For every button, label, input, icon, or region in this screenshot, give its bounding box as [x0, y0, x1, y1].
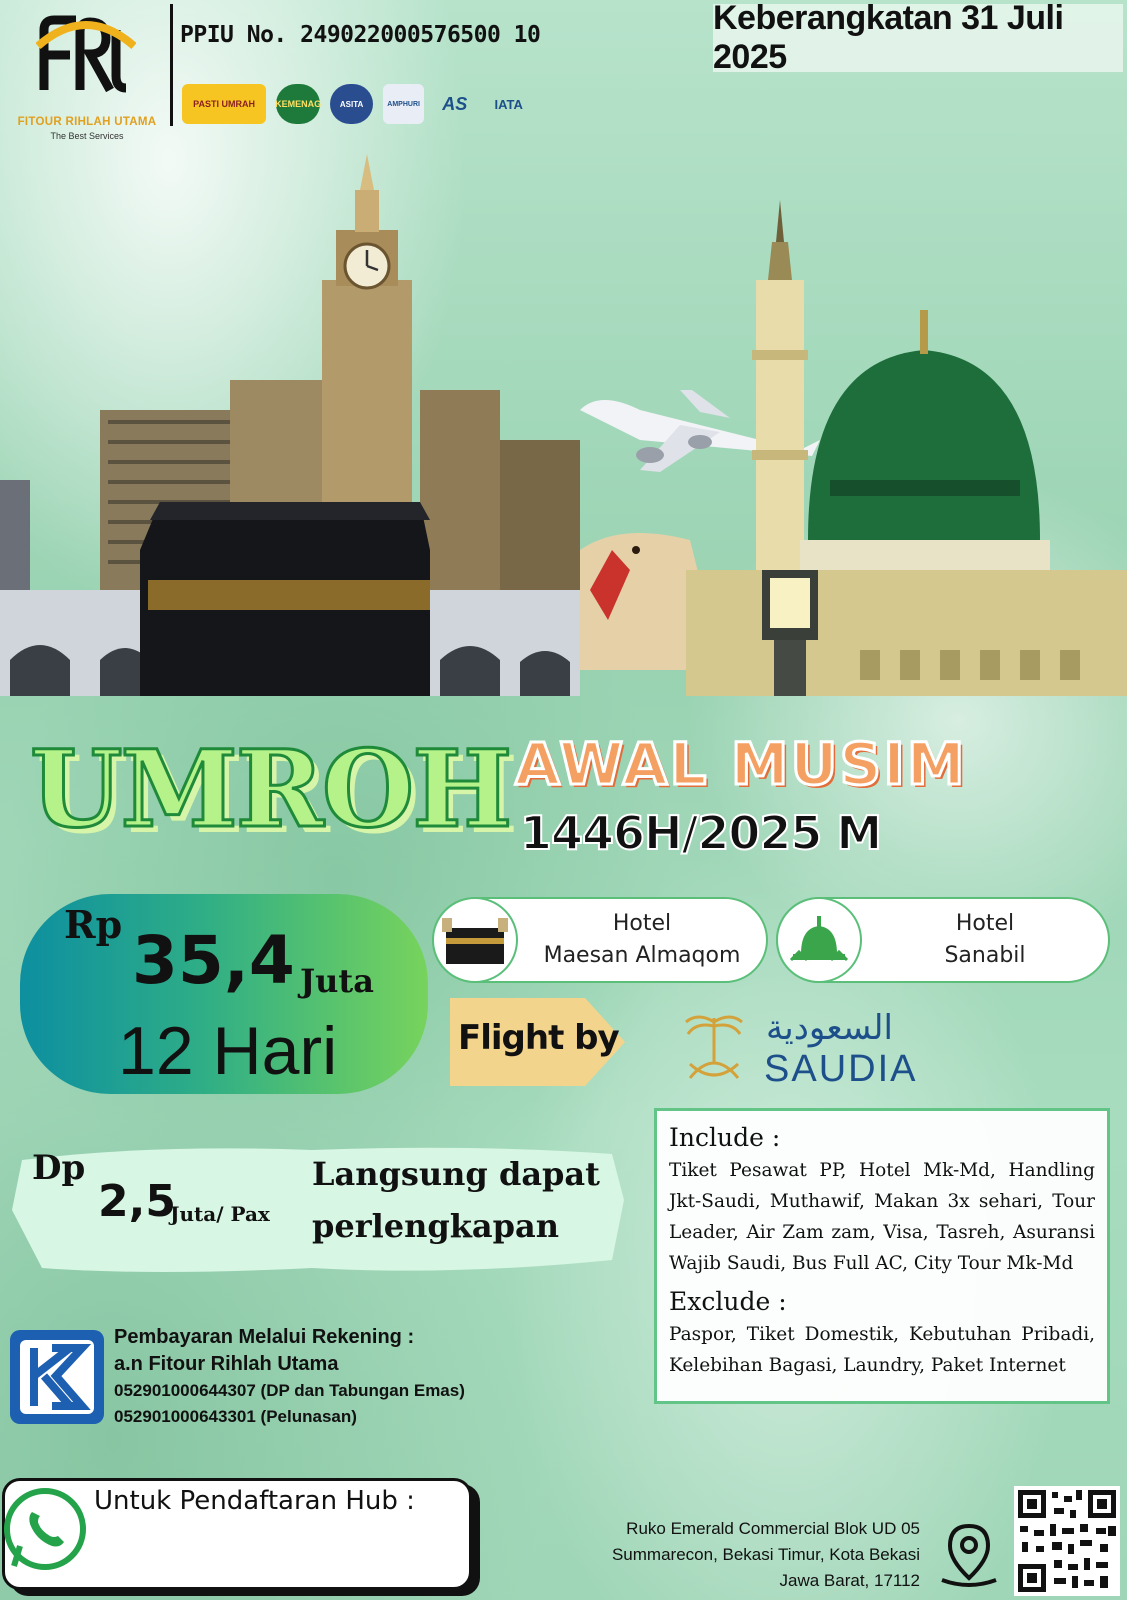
dp-label: Dp: [32, 1148, 86, 1188]
hotel-makkah-line1: Hotel: [612, 911, 672, 936]
hotel-madinah-label: [862, 908, 1108, 972]
dome-drum: [800, 540, 1050, 570]
airline-name-arabic: السعودية: [766, 1008, 893, 1048]
dp-amount: 2,5: [98, 1176, 176, 1227]
ppiu-number: PPIU No. 249022000576500 10: [180, 22, 541, 48]
hotel-madinah-name: Sanabil: [944, 943, 1026, 968]
camel-icon: [580, 533, 700, 670]
green-dome-icon: [776, 897, 862, 983]
company-name: FITOUR RIHLAH UTAMA: [17, 116, 157, 128]
hotel-makkah-card: [432, 897, 768, 983]
departure-date: Keberangkatan 31 Juli 2025: [713, 0, 1064, 76]
registration-label: Untuk Pendaftaran Hub :: [94, 1486, 415, 1516]
bank-heading: Pembayaran Melalui Rekening :: [114, 1326, 415, 1348]
dp-unit: Juta/ Pax: [170, 1202, 270, 1226]
tower-far-right: [500, 440, 580, 610]
title-umroh: UMROH: [30, 726, 511, 851]
price-amount: 35,4: [132, 922, 295, 999]
departure-banner: [713, 0, 1123, 76]
as-badge: AS: [442, 93, 468, 114]
green-dome-finial: [920, 310, 928, 354]
dp-note: [312, 1148, 600, 1252]
hotel-makkah-label: [518, 908, 766, 972]
minaret-balcony-lower: [752, 450, 808, 460]
whatsapp-icon[interactable]: [2, 1486, 88, 1572]
tower-right: [420, 390, 500, 610]
company-logo: [12, 10, 162, 140]
flight-label: Flight by: [458, 1018, 619, 1058]
address-line2: Summarecon, Bekasi Timur, Kota Bekasi: [611, 1545, 920, 1564]
location-pin-icon: [936, 1520, 1002, 1588]
bank-account-dp: 052901000644307 (DP dan Tabungan Emas): [114, 1381, 465, 1400]
hotel-madinah-line1: Hotel: [955, 911, 1015, 936]
holy-places-illustration: [0, 150, 1127, 710]
bank-account-name: a.n Fitour Rihlah Utama: [114, 1353, 339, 1375]
hotel-madinah-card: [776, 897, 1110, 983]
logo-mark-icon: [36, 10, 136, 100]
clock-tower-spire-base: [355, 190, 379, 232]
kaaba-kiswah-band: [148, 580, 430, 610]
price-currency: Rp: [64, 902, 123, 947]
iata-badge: IATA: [494, 96, 523, 112]
kaaba-roof: [150, 502, 430, 520]
bri-bank-logo-icon: [8, 1328, 106, 1426]
side-building: [0, 480, 30, 600]
accreditation-badges: [182, 82, 532, 126]
hotel-makkah-name: Maesan Almaqom: [543, 943, 741, 968]
clock-tower-spire: [360, 154, 374, 190]
qr-code[interactable]: [1014, 1486, 1120, 1596]
minaret-spire: [776, 200, 784, 242]
airline-name: SAUDIA: [764, 1048, 918, 1090]
exclude-heading: Exclude :: [669, 1287, 787, 1316]
dp-note-line1: Langsung dapat: [312, 1155, 600, 1193]
header-divider: [170, 4, 173, 126]
asita-badge: ASITA: [330, 84, 373, 124]
include-text: Tiket Pesawat PP, Hotel Mk-Md, Handling Jkt-Saudi, Muthawif, Makan 3x sehari, Tour Leader, Air Zam zam, Visa, Tasreh, Asuransi Wajib Saudi, Bus Full AC, City Tour Mk-Md: [669, 1160, 1095, 1274]
bank-info: [114, 1324, 465, 1430]
include-heading: Include :: [669, 1123, 781, 1152]
green-dome: [808, 350, 1040, 540]
trip-duration: 12 Hari: [118, 1013, 338, 1089]
title-year: 1446H/2025 M: [520, 806, 882, 860]
saudia-palm-icon: [678, 1008, 750, 1088]
package-details-box: [654, 1108, 1110, 1404]
dp-note-line2: perlengkapan: [312, 1207, 560, 1245]
green-dome-band: [830, 480, 1020, 496]
minaret: [756, 280, 804, 570]
amphuri-badge: AMPHURI: [383, 84, 424, 124]
exclude-text: Paspor, Tiket Domestik, Kebutuhan Pribadi, Kelebihan Bagasi, Laundry, Paket Internet: [669, 1324, 1095, 1376]
address-line3: Jawa Barat, 17112: [779, 1571, 920, 1590]
kemenag-badge: KEMENAG: [276, 84, 320, 124]
company-tagline: The Best Services: [50, 131, 124, 141]
minaret-balcony: [752, 350, 808, 360]
minaret-top: [768, 242, 792, 280]
office-address: [540, 1516, 920, 1594]
price-unit: Juta: [300, 962, 374, 1000]
kaaba-icon: [432, 897, 518, 983]
title-season: AWAL MUSIM: [515, 730, 967, 798]
bank-account-settlement: 052901000643301 (Pelunasan): [114, 1407, 357, 1426]
pasti-umrah-badge: PASTI UMRAH: [182, 84, 266, 124]
address-line1: Ruko Emerald Commercial Blok UD 05: [626, 1519, 920, 1538]
